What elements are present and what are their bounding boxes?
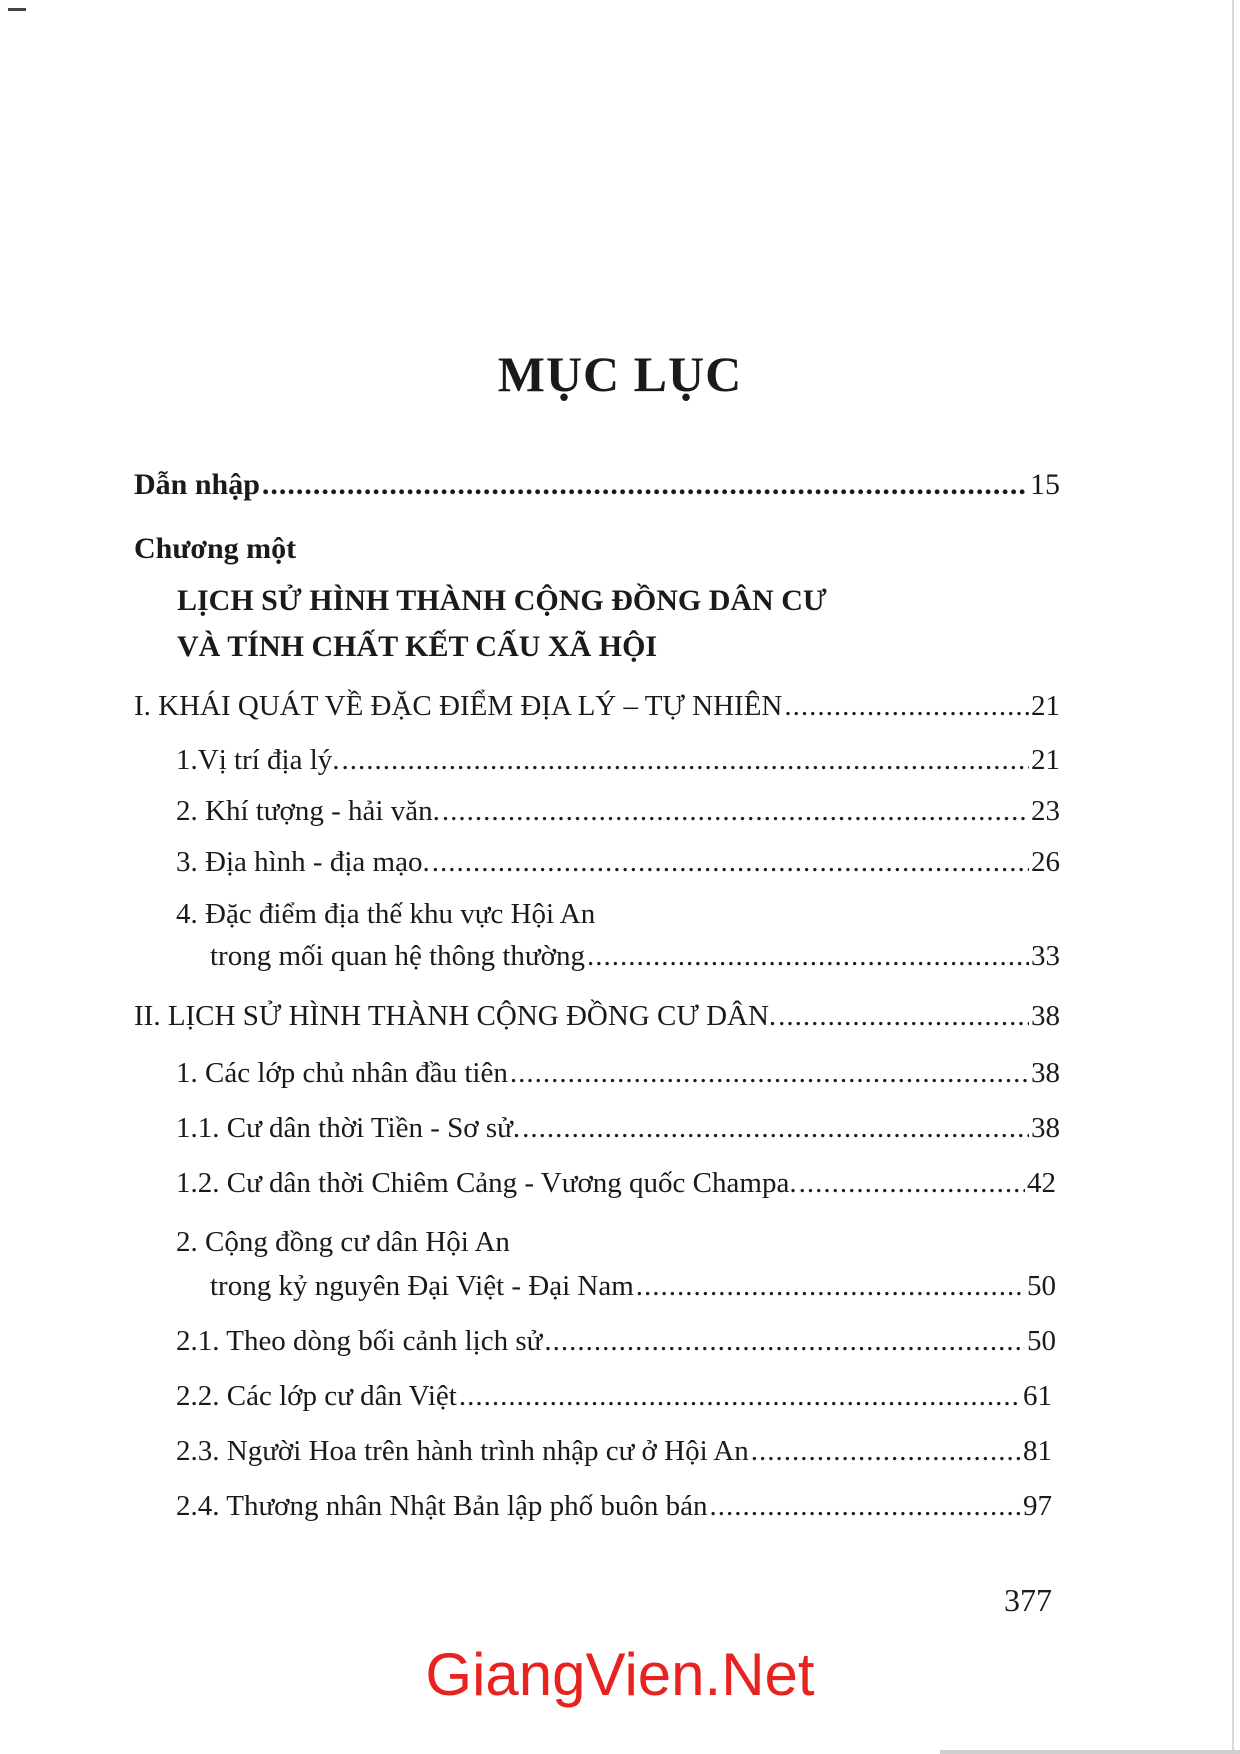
- toc-entry-page: 23: [1031, 795, 1060, 827]
- toc-entry-section-1[interactable]: [134, 690, 1060, 723]
- chapter-label: Chương một: [134, 532, 297, 565]
- dot-leader: [710, 1490, 1021, 1523]
- dot-leader: [544, 1325, 1025, 1358]
- toc-entry-ii-2[interactable]: [210, 1270, 1056, 1303]
- toc-entry-ii-1[interactable]: [176, 1057, 1060, 1090]
- toc-entry-label: 1. Các lớp chủ nhân đầu tiên: [176, 1057, 508, 1089]
- toc-entry-page: 97: [1023, 1490, 1052, 1522]
- dot-leader: [262, 468, 1028, 502]
- toc-entry-label: 2.4. Thương nhân Nhật Bản lập phố buôn bán: [176, 1490, 708, 1522]
- toc-entry-page: 38: [1031, 1057, 1060, 1089]
- toc-entry-label: trong mối quan hệ thông thường: [210, 940, 585, 972]
- dot-leader: [778, 1000, 1029, 1033]
- toc-entry-ii-2-4[interactable]: [176, 1490, 1052, 1523]
- toc-entry-label: 2.1. Theo dòng bối cảnh lịch sử: [176, 1325, 543, 1357]
- toc-entry-3[interactable]: [176, 846, 1060, 879]
- dot-leader: [784, 690, 1029, 723]
- toc-entry-page: 42: [1027, 1167, 1056, 1199]
- toc-entry-label: 2. Khí tượng - hải văn.: [176, 795, 440, 827]
- chapter-title-line2: VÀ TÍNH CHẤT KẾT CẤU XÃ HỘI: [177, 630, 658, 663]
- toc-entry-page: 50: [1027, 1325, 1056, 1357]
- page-number: 377: [1004, 1582, 1052, 1618]
- dot-leader: [510, 1057, 1029, 1090]
- page-title: MỤC LỤC: [497, 346, 743, 402]
- toc-entry-label: 1.2. Cư dân thời Chiêm Cảng - Vương quốc Champa.: [176, 1167, 797, 1199]
- dot-leader: [342, 744, 1029, 777]
- dot-leader: [432, 846, 1029, 879]
- toc-entry-label: 2.2. Các lớp cư dân Việt: [176, 1380, 457, 1412]
- dot-leader: [636, 1270, 1025, 1303]
- toc-entry-page: 15: [1030, 468, 1060, 501]
- toc-entry-label: 1.1. Cư dân thời Tiền - Sơ sử.: [176, 1112, 521, 1144]
- toc-entry-2[interactable]: [176, 795, 1060, 828]
- toc-entry-ii-2-1[interactable]: [176, 1325, 1056, 1358]
- toc-entry-intro[interactable]: [134, 468, 1060, 502]
- watermark-logo: GiangVien.Net: [425, 1641, 815, 1708]
- dot-leader: [442, 795, 1029, 828]
- toc-entry-label: 3. Địa hình - địa mạo.: [176, 846, 430, 878]
- toc-entry-page: 81: [1023, 1435, 1052, 1467]
- chapter-title-line1: LỊCH SỬ HÌNH THÀNH CỘNG ĐỒNG DÂN CƯ: [177, 584, 827, 617]
- toc-entry-page: 50: [1027, 1270, 1056, 1302]
- toc-entry-4-line1[interactable]: 4. Đặc điểm địa thế khu vực Hội An: [176, 898, 596, 930]
- toc-entry-page: 21: [1031, 744, 1060, 776]
- dot-leader: [587, 940, 1029, 973]
- toc-entry-page: 61: [1023, 1380, 1052, 1412]
- toc-entry-label: trong kỷ nguyên Đại Việt - Đại Nam: [210, 1270, 634, 1302]
- toc-entry-label: 1.Vị trí địa lý.: [176, 744, 340, 776]
- toc-entry-ii-1-2[interactable]: [176, 1167, 1056, 1200]
- toc-entry-section-2[interactable]: [134, 1000, 1060, 1033]
- dot-leader: [751, 1435, 1021, 1468]
- toc-entry-1[interactable]: [176, 744, 1060, 777]
- toc-entry-label: I. KHÁI QUÁT VỀ ĐẶC ĐIỂM ĐỊA LÝ – TỰ NHIÊN: [134, 690, 783, 722]
- toc-entry-page: 21: [1031, 690, 1060, 722]
- dot-leader: [799, 1167, 1025, 1200]
- dot-leader: [459, 1380, 1021, 1413]
- toc-entry-label: Dẫn nhập: [134, 468, 260, 501]
- toc-entry-ii-2-3[interactable]: [176, 1435, 1052, 1468]
- toc-entry-ii-2-2[interactable]: [176, 1380, 1052, 1413]
- toc-entry-label: II. LỊCH SỬ HÌNH THÀNH CỘNG ĐỒNG CƯ DÂN.: [134, 1000, 777, 1032]
- toc-entry-4[interactable]: [210, 940, 1060, 973]
- toc-entry-ii-1-1[interactable]: [176, 1112, 1060, 1145]
- toc-entry-page: 38: [1031, 1112, 1060, 1144]
- toc-entry-page: 26: [1031, 846, 1060, 878]
- toc-entry-page: 33: [1031, 940, 1060, 972]
- dot-leader: [522, 1112, 1029, 1145]
- toc-entry-label: 2.3. Người Hoa trên hành trình nhập cư ở Hội An: [176, 1435, 749, 1467]
- toc-entry-ii-2-line1[interactable]: 2. Cộng đồng cư dân Hội An: [176, 1226, 510, 1258]
- toc-entry-page: 38: [1031, 1000, 1060, 1032]
